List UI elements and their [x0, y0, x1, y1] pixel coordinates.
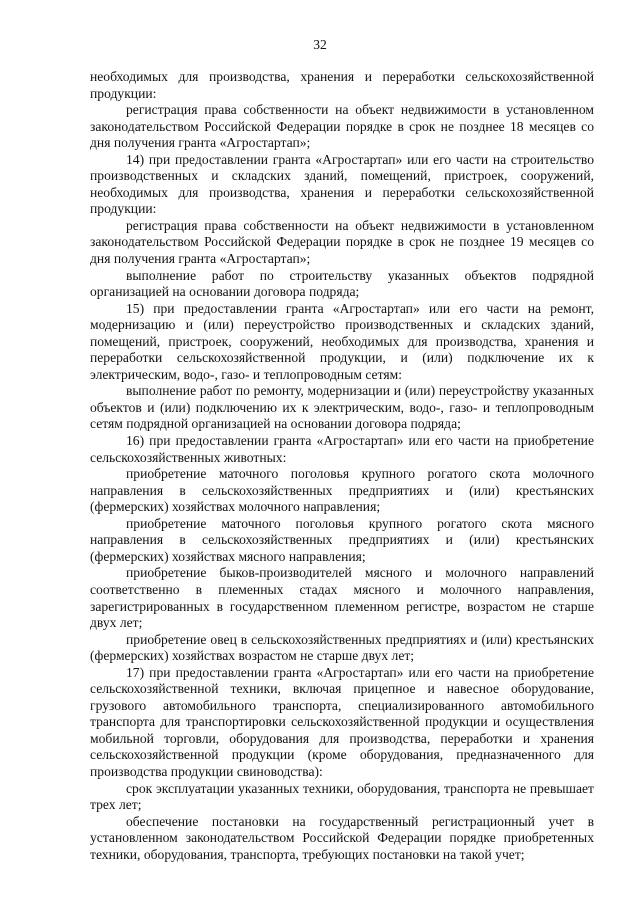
- paragraph: выполнение работ по ремонту, модернизации и (или) переустройству указанных объектов и (или) подключению их к электрическим, водо-, газо- и теплопроводным сетям подрядной организацией на основании договора подряда;: [90, 383, 594, 432]
- paragraph: приобретение маточного поголовья крупного рогатого скота молочного направления в сельскохозяйственных предприятиях и (или) крестьянских (фермерских) хозяйствах молочного направления;: [90, 466, 594, 515]
- paragraph: 17) при предоставлении гранта «Агростартап» или его части на приобретение сельскохозяйственной техники, включая прицепное и навесное оборудование, грузового автомобильного транспорта, специализированного автомобильного транспорта для транспортировки сельскохозяйственной продукции и осуществления мобильной торговли, оборудования для производства, переработки и хранения сельскохозяйственной продукции (кроме оборудования, предназначенного для производства продукции свиноводства):: [90, 664, 594, 779]
- paragraph: 16) при предоставлении гранта «Агростартап» или его части на приобретение сельскохозяйственных животных:: [90, 433, 594, 465]
- paragraph: необходимых для производства, хранения и переработки сельскохозяйственной продукции:: [90, 69, 594, 101]
- paragraph: срок эксплуатации указанных техники, оборудования, транспорта не превышает трех лет;: [90, 780, 594, 813]
- paragraph: выполнение работ по строительству указанных объектов подрядной организацией на основании договора подряда;: [90, 267, 594, 300]
- paragraph: обеспечение постановки на государственный регистрационный учет в установленном законодательством Российской Федерации порядке приобретенных техники, оборудования, транспорта, требующих постановки на такой учет;: [90, 813, 594, 862]
- paragraph: приобретение быков-производителей мясного и молочного направлений соответственно в племенных стадах мясного и молочного направления, зарегистрированных в государственном племенном регистре, возрастом не старше двух лет;: [90, 565, 594, 631]
- document-body: [90, 69, 594, 863]
- paragraph: регистрация права собственности на объект недвижимости в установленном законодательством Российской Федерации порядке в срок не позднее 19 месяцев со дня получения гранта «Агростартап»;: [90, 217, 594, 267]
- paragraph: регистрация права собственности на объект недвижимости в установленном законодательством Российской Федерации порядке в срок не позднее 18 месяцев со дня получения гранта «Агростартап»;: [90, 102, 594, 151]
- paragraph: 15) при предоставлении гранта «Агростартап» или его части на ремонт, модернизацию и (или) переустройство производственных и складских зданий, помещений, пристроек, сооружений, необходимых для производства, хранения и переработки сельскохозяйственной продукции, и (или) подключение их к электрическим, водо-, газо- и теплопроводным сетям:: [90, 300, 594, 382]
- paragraph: приобретение овец в сельскохозяйственных предприятиях и (или) крестьянских (фермерских) хозяйствах возрастом не старше двух лет;: [90, 631, 594, 664]
- paragraph: приобретение маточного поголовья крупного рогатого скота мясного направления в сельскохозяйственных предприятиях и (или) крестьянских (фермерских) хозяйствах мясного направления;: [90, 515, 594, 564]
- page-number: 32: [313, 37, 327, 52]
- paragraph: 14) при предоставлении гранта «Агростартап» или его части на строительство производственных и складских зданий, помещений, пристроек, сооружений, необходимых для производства, хранения и переработки сельскохозяйственной продукции:: [90, 151, 594, 217]
